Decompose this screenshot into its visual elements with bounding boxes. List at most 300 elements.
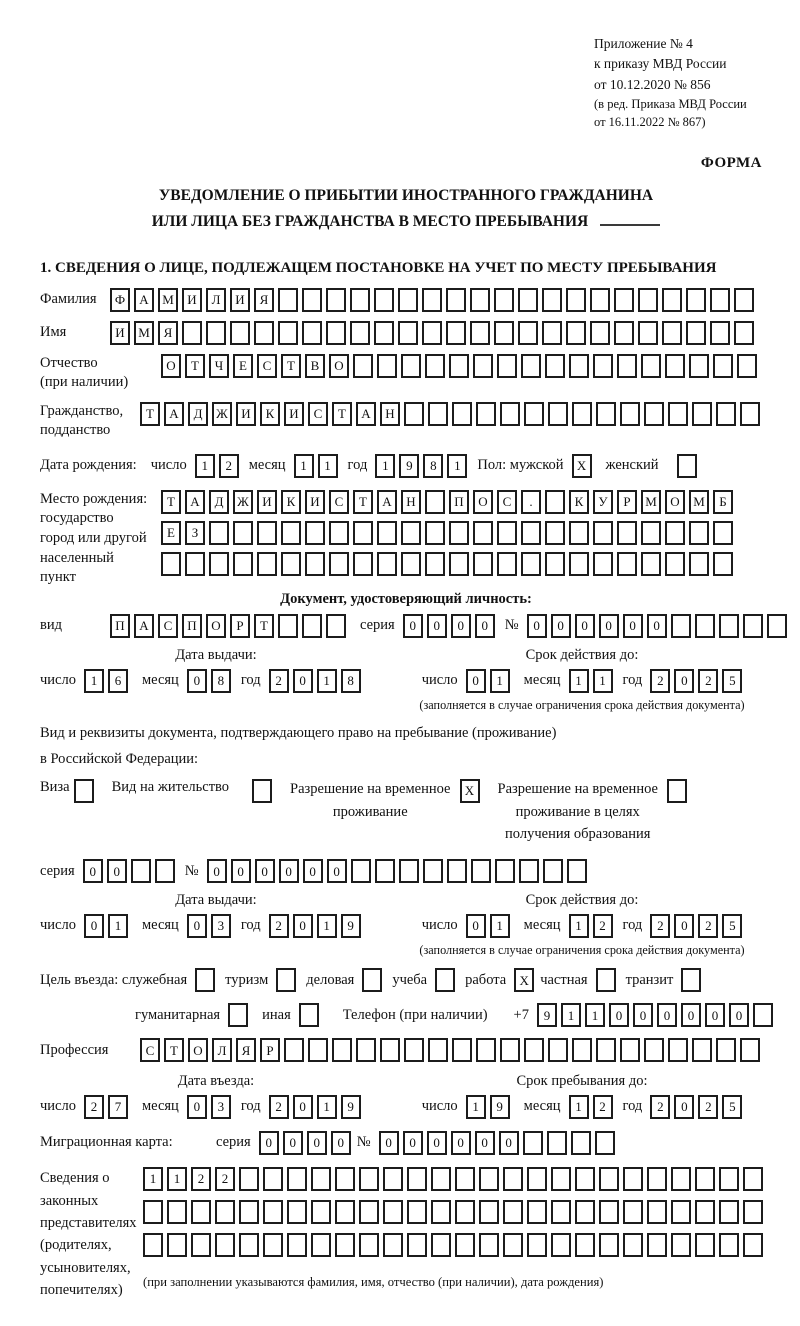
char-cell[interactable] [713,521,733,545]
birth-day-input[interactable] [195,454,239,478]
char-cell[interactable] [276,968,296,992]
stay-until-day-input[interactable] [466,914,510,938]
char-cell[interactable] [257,552,277,576]
char-cell[interactable] [503,1200,523,1224]
char-cell[interactable] [593,521,613,545]
char-cell[interactable] [161,552,181,576]
char-cell[interactable] [569,354,589,378]
char-cell[interactable]: 0 [681,1003,701,1027]
mig-series-input[interactable] [259,1131,351,1155]
char-cell[interactable]: М [689,490,709,514]
char-cell[interactable]: 1 [569,669,589,693]
char-cell[interactable]: Л [212,1038,232,1062]
char-cell[interactable] [743,614,763,638]
char-cell[interactable] [524,402,544,426]
stay-until-month-input[interactable] [569,914,613,938]
stay-series-input[interactable] [83,859,175,883]
char-cell[interactable] [572,402,592,426]
char-cell[interactable]: 1 [490,914,510,938]
char-cell[interactable] [523,1131,543,1155]
char-cell[interactable] [380,1038,400,1062]
char-cell[interactable] [572,1038,592,1062]
char-cell[interactable] [287,1200,307,1224]
char-cell[interactable] [452,1038,472,1062]
char-cell[interactable]: 0 [293,1095,313,1119]
char-cell[interactable] [479,1167,499,1191]
char-cell[interactable]: Т [332,402,352,426]
char-cell[interactable] [542,321,562,345]
char-cell[interactable] [335,1167,355,1191]
char-cell[interactable] [593,552,613,576]
char-cell[interactable] [377,354,397,378]
char-cell[interactable] [326,614,346,638]
char-cell[interactable] [278,614,298,638]
char-cell[interactable] [374,288,394,312]
char-cell[interactable]: Т [164,1038,184,1062]
char-cell[interactable]: 2 [191,1167,211,1191]
char-cell[interactable]: И [230,288,250,312]
doc-until-day-input[interactable] [466,669,510,693]
char-cell[interactable] [518,288,538,312]
char-cell[interactable] [519,859,539,883]
visa-checkbox[interactable] [74,779,94,803]
char-cell[interactable]: 0 [187,1095,207,1119]
char-cell[interactable]: 0 [599,614,619,638]
char-cell[interactable] [497,354,517,378]
char-cell[interactable] [191,1200,211,1224]
char-cell[interactable]: 0 [327,859,347,883]
char-cell[interactable]: Т [140,402,160,426]
char-cell[interactable] [734,288,754,312]
stay-number-input[interactable] [207,859,587,883]
char-cell[interactable] [449,521,469,545]
char-cell[interactable] [425,354,445,378]
char-cell[interactable]: Ф [110,288,130,312]
char-cell[interactable]: У [593,490,613,514]
char-cell[interactable]: К [281,490,301,514]
char-cell[interactable] [476,402,496,426]
char-cell[interactable]: Я [236,1038,256,1062]
char-cell[interactable] [719,1200,739,1224]
birthplace-input-row1[interactable] [161,490,733,514]
char-cell[interactable]: И [182,288,202,312]
char-cell[interactable]: 1 [84,669,104,693]
char-cell[interactable] [569,552,589,576]
char-cell[interactable]: Я [254,288,274,312]
stay-until-year-input[interactable] [650,914,742,938]
char-cell[interactable] [551,1200,571,1224]
char-cell[interactable] [470,321,490,345]
purpose-official-checkbox[interactable] [195,968,215,992]
char-cell[interactable] [263,1167,283,1191]
char-cell[interactable]: Т [161,490,181,514]
char-cell[interactable] [209,552,229,576]
char-cell[interactable]: 1 [593,669,613,693]
char-cell[interactable] [503,1167,523,1191]
char-cell[interactable]: Р [230,614,250,638]
char-cell[interactable] [423,859,443,883]
char-cell[interactable]: 3 [211,914,231,938]
char-cell[interactable]: . [521,490,541,514]
char-cell[interactable]: З [185,521,205,545]
char-cell[interactable]: 2 [593,914,613,938]
entry-month-input[interactable] [187,1095,231,1119]
char-cell[interactable] [527,1200,547,1224]
char-cell[interactable] [662,288,682,312]
char-cell[interactable] [473,521,493,545]
char-cell[interactable]: С [140,1038,160,1062]
char-cell[interactable]: 0 [575,614,595,638]
char-cell[interactable] [350,321,370,345]
char-cell[interactable]: 0 [331,1131,351,1155]
char-cell[interactable]: Р [260,1038,280,1062]
char-cell[interactable] [404,1038,424,1062]
char-cell[interactable] [692,1038,712,1062]
residence-permit-checkbox[interactable] [252,779,272,803]
char-cell[interactable] [359,1167,379,1191]
purpose-work-checkbox[interactable] [514,968,534,992]
char-cell[interactable] [500,1038,520,1062]
char-cell[interactable]: 0 [674,914,694,938]
char-cell[interactable] [473,552,493,576]
char-cell[interactable] [305,552,325,576]
char-cell[interactable]: 0 [633,1003,653,1027]
char-cell[interactable]: 0 [451,614,471,638]
char-cell[interactable]: П [182,614,202,638]
temp-residence-checkbox[interactable] [460,779,480,803]
phone-input[interactable] [537,1003,773,1027]
char-cell[interactable] [422,288,442,312]
char-cell[interactable] [689,354,709,378]
char-cell[interactable]: 1 [490,669,510,693]
char-cell[interactable] [287,1233,307,1257]
char-cell[interactable] [335,1200,355,1224]
birthplace-input-row3[interactable] [161,552,733,576]
char-cell[interactable] [278,321,298,345]
char-cell[interactable] [131,859,151,883]
char-cell[interactable] [567,859,587,883]
char-cell[interactable]: Д [209,490,229,514]
char-cell[interactable] [308,1038,328,1062]
char-cell[interactable] [753,1003,773,1027]
char-cell[interactable] [287,1167,307,1191]
char-cell[interactable] [215,1200,235,1224]
char-cell[interactable]: 0 [609,1003,629,1027]
char-cell[interactable] [641,521,661,545]
char-cell[interactable] [686,288,706,312]
char-cell[interactable]: С [329,490,349,514]
char-cell[interactable]: 2 [215,1167,235,1191]
char-cell[interactable] [599,1200,619,1224]
char-cell[interactable]: 0 [379,1131,399,1155]
char-cell[interactable]: А [134,614,154,638]
char-cell[interactable] [257,521,277,545]
char-cell[interactable]: 9 [341,1095,361,1119]
char-cell[interactable] [743,1167,763,1191]
char-cell[interactable] [449,552,469,576]
char-cell[interactable] [671,614,691,638]
char-cell[interactable] [206,321,226,345]
char-cell[interactable] [740,402,760,426]
char-cell[interactable] [74,779,94,803]
char-cell[interactable] [566,321,586,345]
purpose-tourism-checkbox[interactable] [276,968,296,992]
char-cell[interactable]: 2 [269,914,289,938]
char-cell[interactable] [425,521,445,545]
char-cell[interactable] [545,552,565,576]
char-cell[interactable] [695,1167,715,1191]
char-cell[interactable]: С [308,402,328,426]
doc-number-input[interactable] [527,614,787,638]
char-cell[interactable] [470,288,490,312]
char-cell[interactable]: 1 [569,914,589,938]
char-cell[interactable]: Н [401,490,421,514]
char-cell[interactable]: И [236,402,256,426]
char-cell[interactable] [473,354,493,378]
char-cell[interactable] [351,859,371,883]
char-cell[interactable] [689,552,709,576]
char-cell[interactable] [407,1200,427,1224]
char-cell[interactable]: 0 [259,1131,279,1155]
char-cell[interactable]: 0 [283,1131,303,1155]
char-cell[interactable]: 0 [427,1131,447,1155]
char-cell[interactable] [455,1200,475,1224]
char-cell[interactable] [737,354,757,378]
char-cell[interactable]: 2 [593,1095,613,1119]
char-cell[interactable]: К [569,490,589,514]
char-cell[interactable]: 2 [219,454,239,478]
char-cell[interactable] [692,402,712,426]
char-cell[interactable]: 0 [187,914,207,938]
char-cell[interactable]: М [158,288,178,312]
char-cell[interactable] [596,1038,616,1062]
char-cell[interactable] [743,1233,763,1257]
char-cell[interactable] [497,521,517,545]
purpose-other-checkbox[interactable] [299,1003,319,1027]
char-cell[interactable] [551,1233,571,1257]
char-cell[interactable] [667,779,687,803]
char-cell[interactable]: Т [254,614,274,638]
char-cell[interactable] [479,1200,499,1224]
char-cell[interactable] [620,402,640,426]
char-cell[interactable]: С [257,354,277,378]
entry-year-input[interactable] [269,1095,361,1119]
char-cell[interactable] [713,552,733,576]
char-cell[interactable]: 3 [211,1095,231,1119]
char-cell[interactable] [254,321,274,345]
char-cell[interactable] [710,321,730,345]
char-cell[interactable]: X [514,968,534,992]
char-cell[interactable]: 5 [722,669,742,693]
char-cell[interactable]: 2 [650,1095,670,1119]
representatives-input-row2[interactable] [143,1200,763,1224]
char-cell[interactable]: 9 [490,1095,510,1119]
char-cell[interactable] [350,288,370,312]
char-cell[interactable] [596,968,616,992]
char-cell[interactable] [329,521,349,545]
doc-until-year-input[interactable] [650,669,742,693]
char-cell[interactable]: М [641,490,661,514]
char-cell[interactable] [278,288,298,312]
char-cell[interactable] [623,1233,643,1257]
char-cell[interactable]: Л [206,288,226,312]
char-cell[interactable]: 0 [187,669,207,693]
char-cell[interactable] [422,321,442,345]
char-cell[interactable]: А [185,490,205,514]
char-cell[interactable]: А [134,288,154,312]
char-cell[interactable] [452,402,472,426]
char-cell[interactable] [252,779,272,803]
char-cell[interactable] [299,1003,319,1027]
char-cell[interactable] [599,1233,619,1257]
char-cell[interactable] [617,354,637,378]
char-cell[interactable] [719,1167,739,1191]
char-cell[interactable]: 0 [84,914,104,938]
char-cell[interactable]: 0 [451,1131,471,1155]
char-cell[interactable] [431,1200,451,1224]
char-cell[interactable]: П [449,490,469,514]
char-cell[interactable] [695,1200,715,1224]
char-cell[interactable] [614,321,634,345]
char-cell[interactable] [571,1131,591,1155]
char-cell[interactable] [647,1200,667,1224]
char-cell[interactable] [377,552,397,576]
char-cell[interactable] [209,521,229,545]
char-cell[interactable] [569,521,589,545]
char-cell[interactable] [734,321,754,345]
char-cell[interactable]: Н [380,402,400,426]
char-cell[interactable]: 2 [698,914,718,938]
char-cell[interactable] [302,614,322,638]
char-cell[interactable]: Т [185,354,205,378]
char-cell[interactable]: 0 [293,914,313,938]
char-cell[interactable]: 1 [466,1095,486,1119]
char-cell[interactable] [374,321,394,345]
char-cell[interactable]: 0 [403,614,423,638]
char-cell[interactable]: 7 [108,1095,128,1119]
char-cell[interactable] [383,1200,403,1224]
char-cell[interactable] [545,354,565,378]
char-cell[interactable] [647,1233,667,1257]
char-cell[interactable] [239,1167,259,1191]
char-cell[interactable] [590,288,610,312]
char-cell[interactable] [644,1038,664,1062]
char-cell[interactable]: Т [353,490,373,514]
char-cell[interactable] [446,321,466,345]
char-cell[interactable]: А [356,402,376,426]
char-cell[interactable] [686,321,706,345]
char-cell[interactable] [359,1200,379,1224]
char-cell[interactable]: М [134,321,154,345]
char-cell[interactable]: 0 [527,614,547,638]
char-cell[interactable]: Б [713,490,733,514]
char-cell[interactable] [518,321,538,345]
char-cell[interactable] [326,321,346,345]
char-cell[interactable] [527,1233,547,1257]
purpose-study-checkbox[interactable] [435,968,455,992]
char-cell[interactable]: 1 [195,454,215,478]
char-cell[interactable] [542,288,562,312]
char-cell[interactable]: 2 [698,1095,718,1119]
stay-issue-day-input[interactable] [84,914,128,938]
char-cell[interactable] [527,1167,547,1191]
char-cell[interactable] [494,321,514,345]
doc-issue-year-input[interactable] [269,669,361,693]
char-cell[interactable] [305,521,325,545]
stayuntil-year-input[interactable] [650,1095,742,1119]
char-cell[interactable] [404,402,424,426]
char-cell[interactable]: 8 [341,669,361,693]
char-cell[interactable] [497,552,517,576]
char-cell[interactable] [671,1167,691,1191]
char-cell[interactable]: 1 [375,454,395,478]
char-cell[interactable]: 2 [650,669,670,693]
char-cell[interactable] [595,1131,615,1155]
char-cell[interactable]: О [665,490,685,514]
char-cell[interactable]: 1 [447,454,467,478]
char-cell[interactable] [638,321,658,345]
char-cell[interactable] [668,1038,688,1062]
char-cell[interactable] [284,1038,304,1062]
char-cell[interactable]: Ж [233,490,253,514]
char-cell[interactable]: 9 [537,1003,557,1027]
temp-residence-edu-checkbox[interactable] [667,779,687,803]
char-cell[interactable] [713,354,733,378]
char-cell[interactable] [167,1233,187,1257]
given-name-input[interactable] [110,321,754,345]
char-cell[interactable] [425,490,445,514]
char-cell[interactable]: 0 [107,859,127,883]
char-cell[interactable]: Е [233,354,253,378]
char-cell[interactable] [671,1200,691,1224]
char-cell[interactable] [716,1038,736,1062]
char-cell[interactable] [543,859,563,883]
char-cell[interactable] [521,521,541,545]
char-cell[interactable] [575,1200,595,1224]
char-cell[interactable] [545,490,565,514]
char-cell[interactable] [740,1038,760,1062]
char-cell[interactable]: 0 [83,859,103,883]
doc-issue-month-input[interactable] [187,669,231,693]
mig-number-input[interactable] [379,1131,615,1155]
char-cell[interactable] [143,1200,163,1224]
char-cell[interactable]: 1 [317,669,337,693]
birth-year-input[interactable] [375,454,467,478]
char-cell[interactable] [665,354,685,378]
char-cell[interactable]: К [260,402,280,426]
char-cell[interactable] [599,1167,619,1191]
char-cell[interactable] [428,1038,448,1062]
char-cell[interactable] [228,1003,248,1027]
char-cell[interactable]: 0 [255,859,275,883]
char-cell[interactable]: Ч [209,354,229,378]
char-cell[interactable] [435,968,455,992]
char-cell[interactable]: 0 [623,614,643,638]
purpose-business-checkbox[interactable] [362,968,382,992]
char-cell[interactable] [353,521,373,545]
char-cell[interactable]: 2 [269,669,289,693]
char-cell[interactable] [617,521,637,545]
char-cell[interactable] [182,321,202,345]
char-cell[interactable] [593,354,613,378]
char-cell[interactable] [356,1038,376,1062]
sex-female-checkbox[interactable] [677,454,697,478]
char-cell[interactable] [401,521,421,545]
char-cell[interactable] [662,321,682,345]
char-cell[interactable]: X [572,454,592,478]
char-cell[interactable]: О [161,354,181,378]
char-cell[interactable] [326,288,346,312]
